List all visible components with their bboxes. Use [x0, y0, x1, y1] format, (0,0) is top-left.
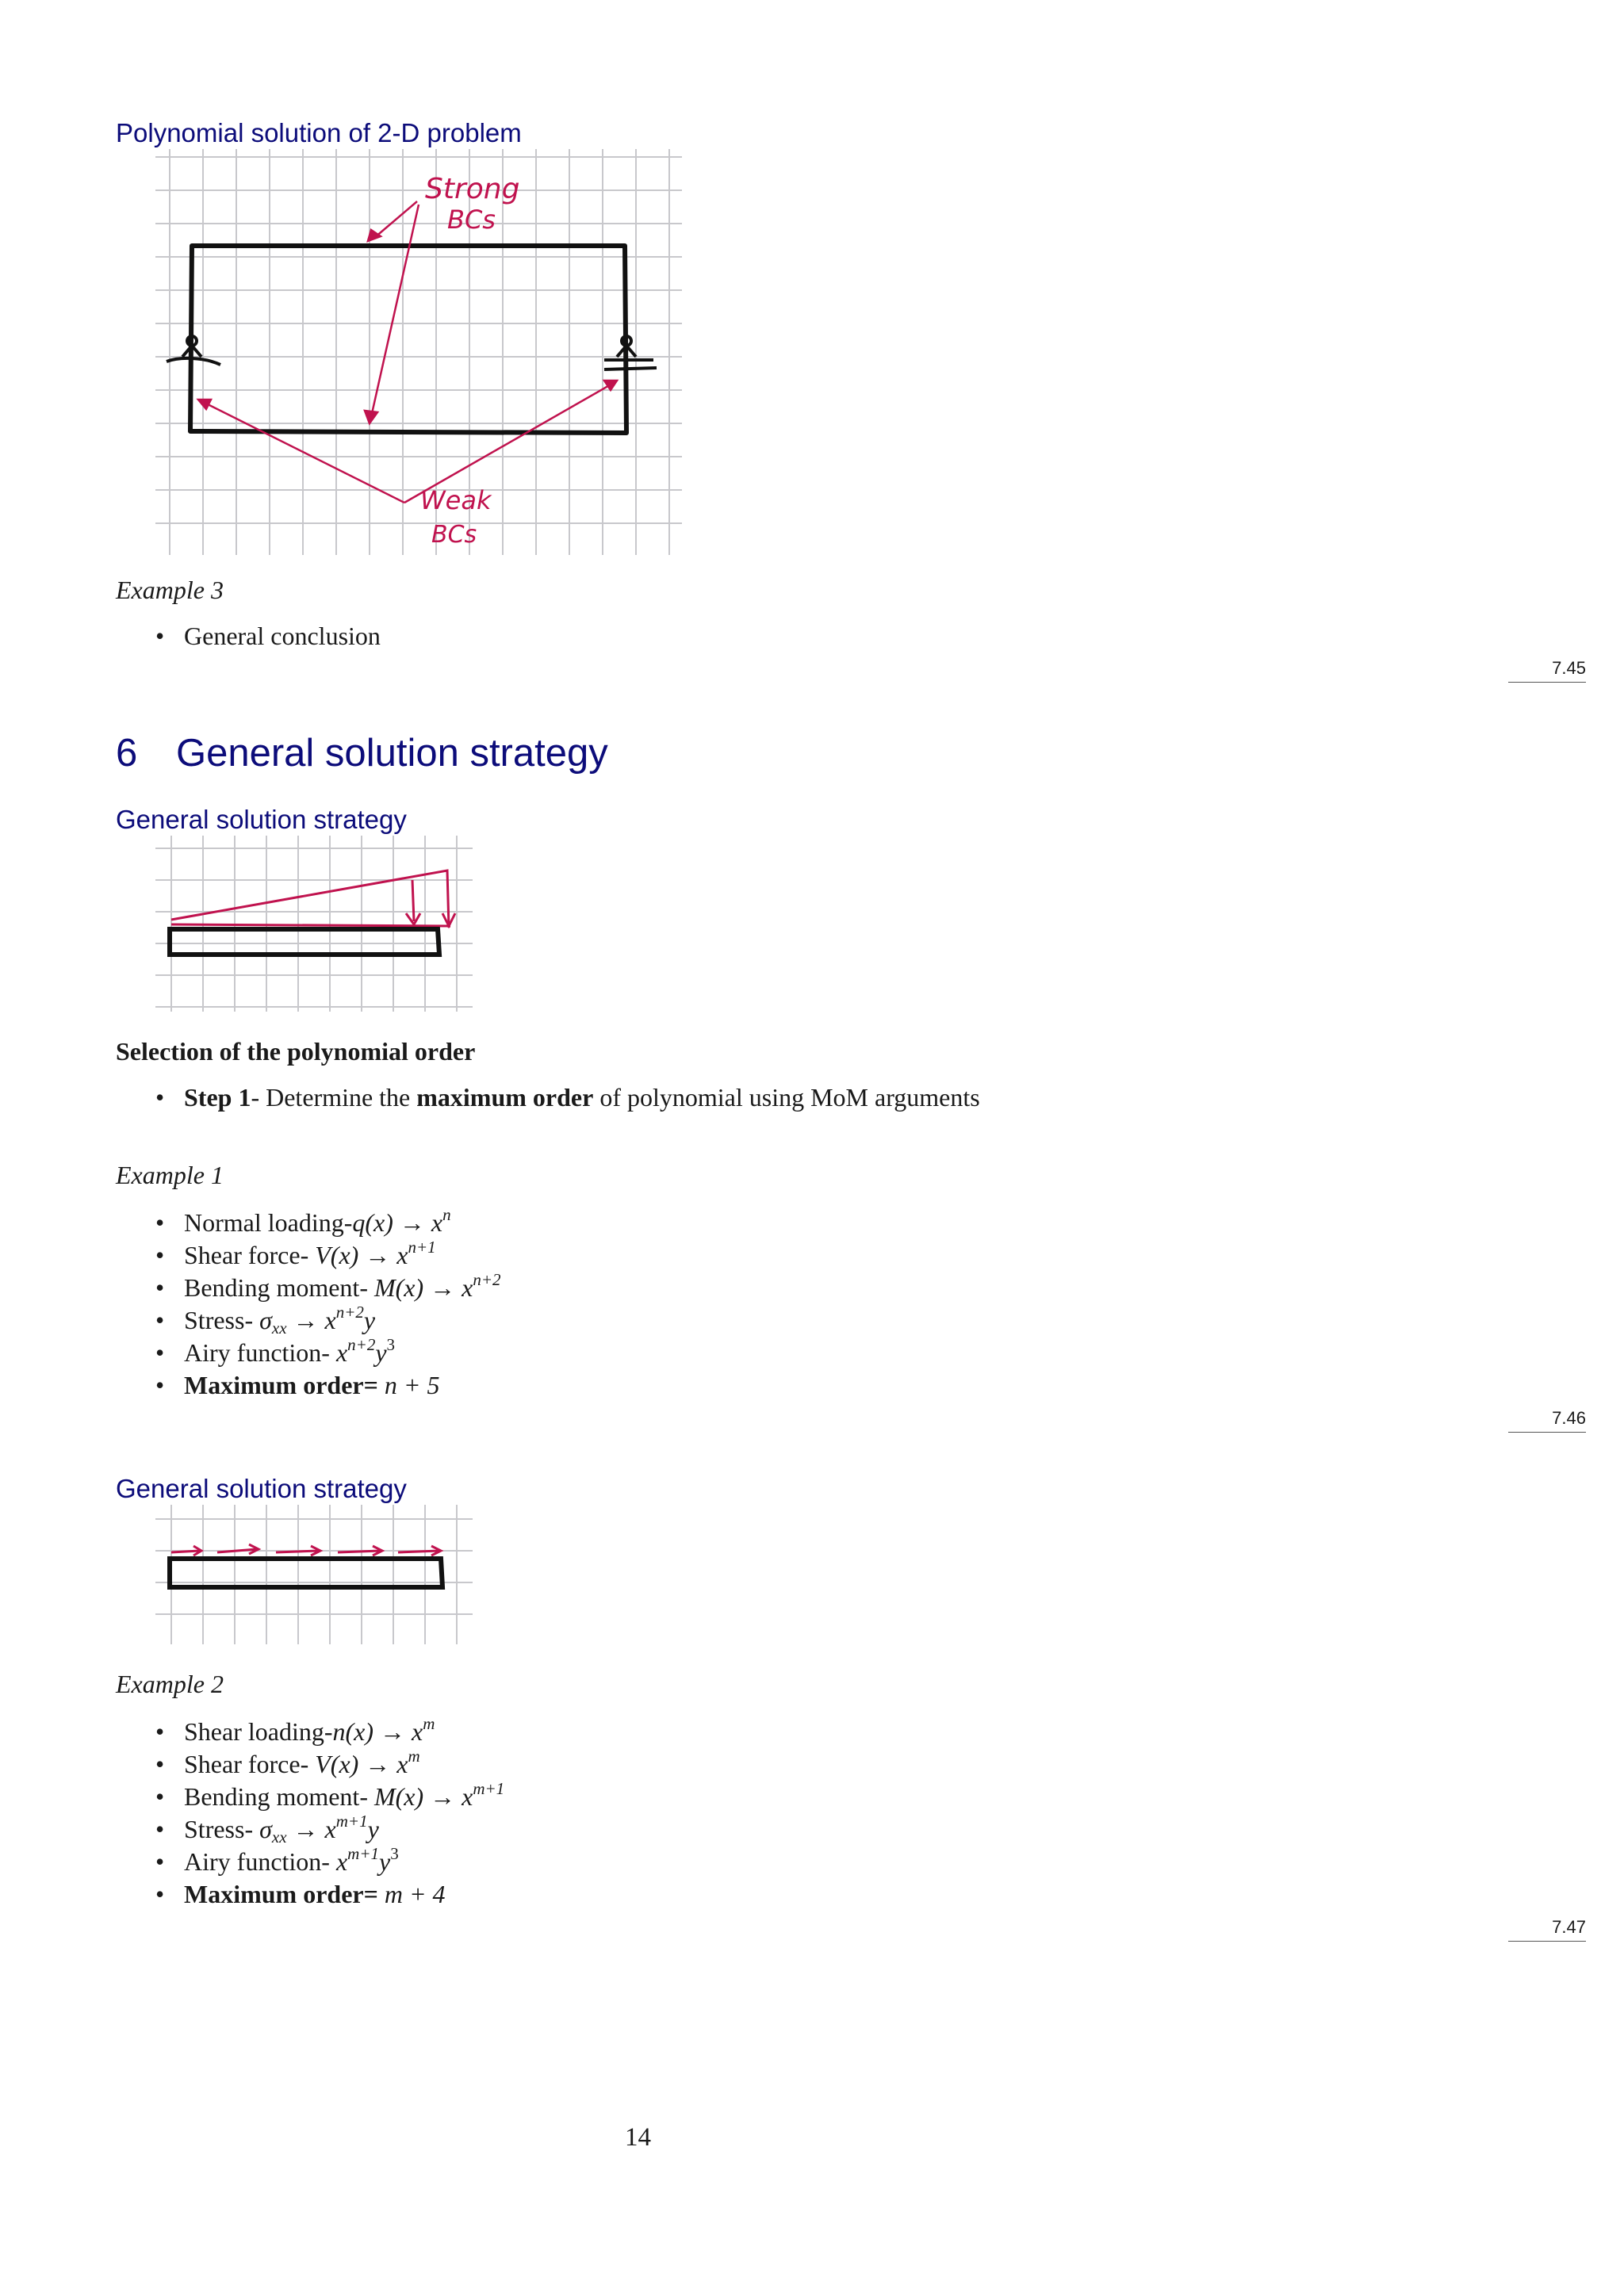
slide-divider	[1508, 1432, 1586, 1433]
example-1-list	[116, 1207, 501, 1402]
slide-title-general-solution: General solution strategy	[116, 1474, 407, 1503]
list-item: • Step 1- Determine the maximum order of polynomial using MoM arguments	[155, 1083, 980, 1112]
strong-bcs-label-bcs: BCs	[447, 205, 496, 235]
right-roller-support	[604, 336, 657, 369]
slide-title-polynomial-solution: Polynomial solution of 2-D problem	[116, 118, 522, 147]
left-pin-support	[167, 336, 220, 365]
page-number: 14	[625, 2123, 651, 2152]
list-item: • Bending moment- $M(x) \to x^{n+2}$	[155, 1270, 501, 1302]
weak-bcs-label: Weak	[420, 485, 492, 515]
slide-divider	[1508, 682, 1586, 683]
section-title: General solution strategy	[176, 732, 608, 775]
list-item: • Stress- $\sigma_{xx} \to x^{m+1}y$	[155, 1812, 379, 1846]
polynomial-order-subheading: Selection of the polynomial order	[116, 1037, 476, 1066]
weak-bc-arrows	[198, 381, 617, 503]
list-item: • Maximum order= n + 5	[155, 1371, 440, 1399]
list-item: • Airy function- $x^{n+2}y^3$	[155, 1335, 396, 1367]
list-item: • Shear loading-n(x) → $x^m$	[155, 1714, 435, 1746]
example-1-heading: Example 1	[116, 1161, 224, 1189]
slide-number: 7.45	[1552, 658, 1586, 678]
example-3-list	[116, 620, 381, 652]
linear-load-beam-sketch	[155, 836, 473, 1012]
list-item: • Stress- $\sigma_{xx} \to x^{n+2}y$	[155, 1303, 376, 1337]
shear-load-beam-sketch	[155, 1505, 473, 1644]
slide-title-general-solution: General solution strategy	[116, 805, 407, 834]
slide-number: 7.47	[1552, 1917, 1586, 1937]
strong-bcs-label: Strong	[425, 173, 520, 205]
list-item: • Bending moment- $M(x) \to x^{m+1}$	[155, 1779, 505, 1811]
section-heading	[116, 729, 608, 777]
list-item: • Airy function- $x^{m+1}y^3$	[155, 1844, 399, 1876]
weak-bcs-label-bcs: BCs	[431, 521, 477, 549]
list-item: • Maximum order= m + 4	[155, 1880, 446, 1908]
list-item: • Shear force- $V(x) \to x^m$	[155, 1747, 420, 1778]
slide-divider	[1508, 1941, 1586, 1942]
beam-outline	[170, 929, 439, 955]
step-list	[116, 1081, 980, 1114]
list-item: • General conclusion	[155, 622, 381, 650]
plate-outline	[190, 246, 626, 433]
distributed-load	[171, 871, 455, 928]
list-item: • Shear force- $V(x) \to x^{n+1}$	[155, 1238, 436, 1269]
slide-number: 7.46	[1552, 1408, 1586, 1428]
section-number: 6	[116, 732, 138, 775]
boundary-conditions-sketch	[155, 149, 682, 555]
example-3-heading: Example 3	[116, 576, 224, 604]
example-2-heading: Example 2	[116, 1670, 224, 1698]
example-2-list	[116, 1716, 504, 1911]
list-item: • Normal loading-q(x) → $x^n$	[155, 1205, 451, 1237]
